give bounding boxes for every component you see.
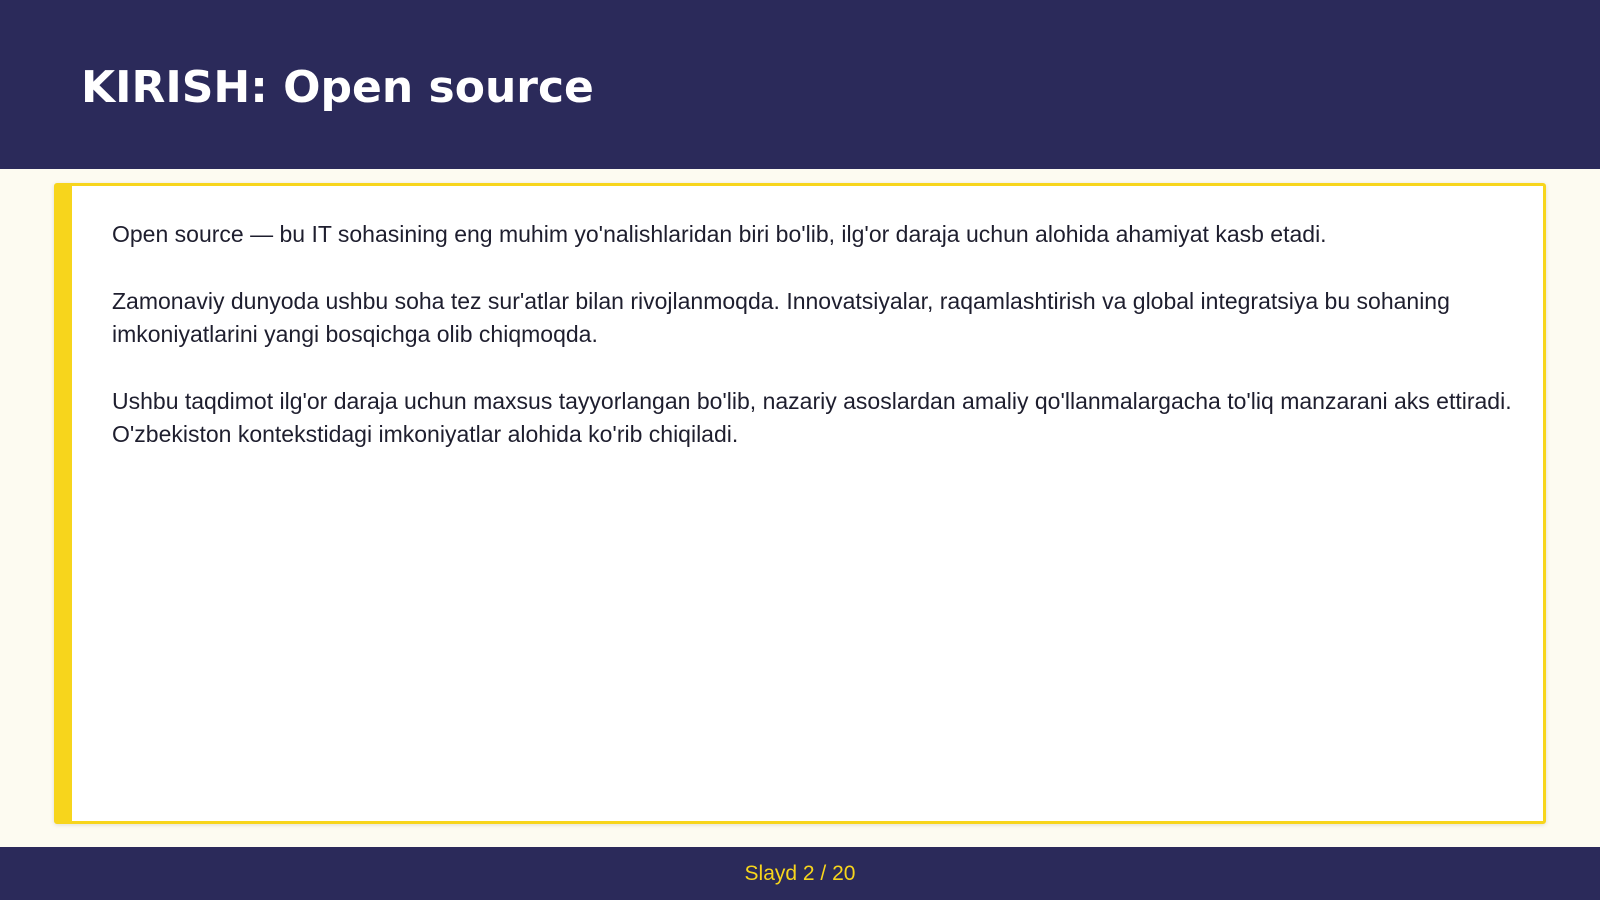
- paragraph-presentation: Ushbu taqdimot ilg'or daraja uchun maxsus tayyorlangan bo'lib, nazariy asoslardan amaliy qo'llanmalargacha to'liq manzarani aks ettiradi. O'zbekiston kontekstidagi imkoniyatlar alohida ko'rib chiqiladi.: [112, 388, 1512, 447]
- content-panel: [54, 183, 1546, 824]
- slide-counter: Slayd 2 / 20: [744, 861, 856, 885]
- slide-header: [0, 0, 1600, 169]
- slide-footer: [0, 847, 1600, 900]
- paragraph-development: Zamonaviy dunyoda ushbu soha tez sur'atlar bilan rivojlanmoqda. Innovatsiyalar, raqamlashtirish va global integratsiya bu sohaning imkoniyatlarini yangi bosqichga olib chiqmoqda.: [112, 288, 1450, 347]
- slide-title: KIRISH: Open source: [81, 62, 594, 113]
- paragraph-intro: Open source — bu IT sohasining eng muhim yo'nalishlaridan biri bo'lib, ilg'or daraja uchun alohida ahamiyat kasb etadi.: [112, 221, 1327, 247]
- content-text: [112, 218, 1512, 485]
